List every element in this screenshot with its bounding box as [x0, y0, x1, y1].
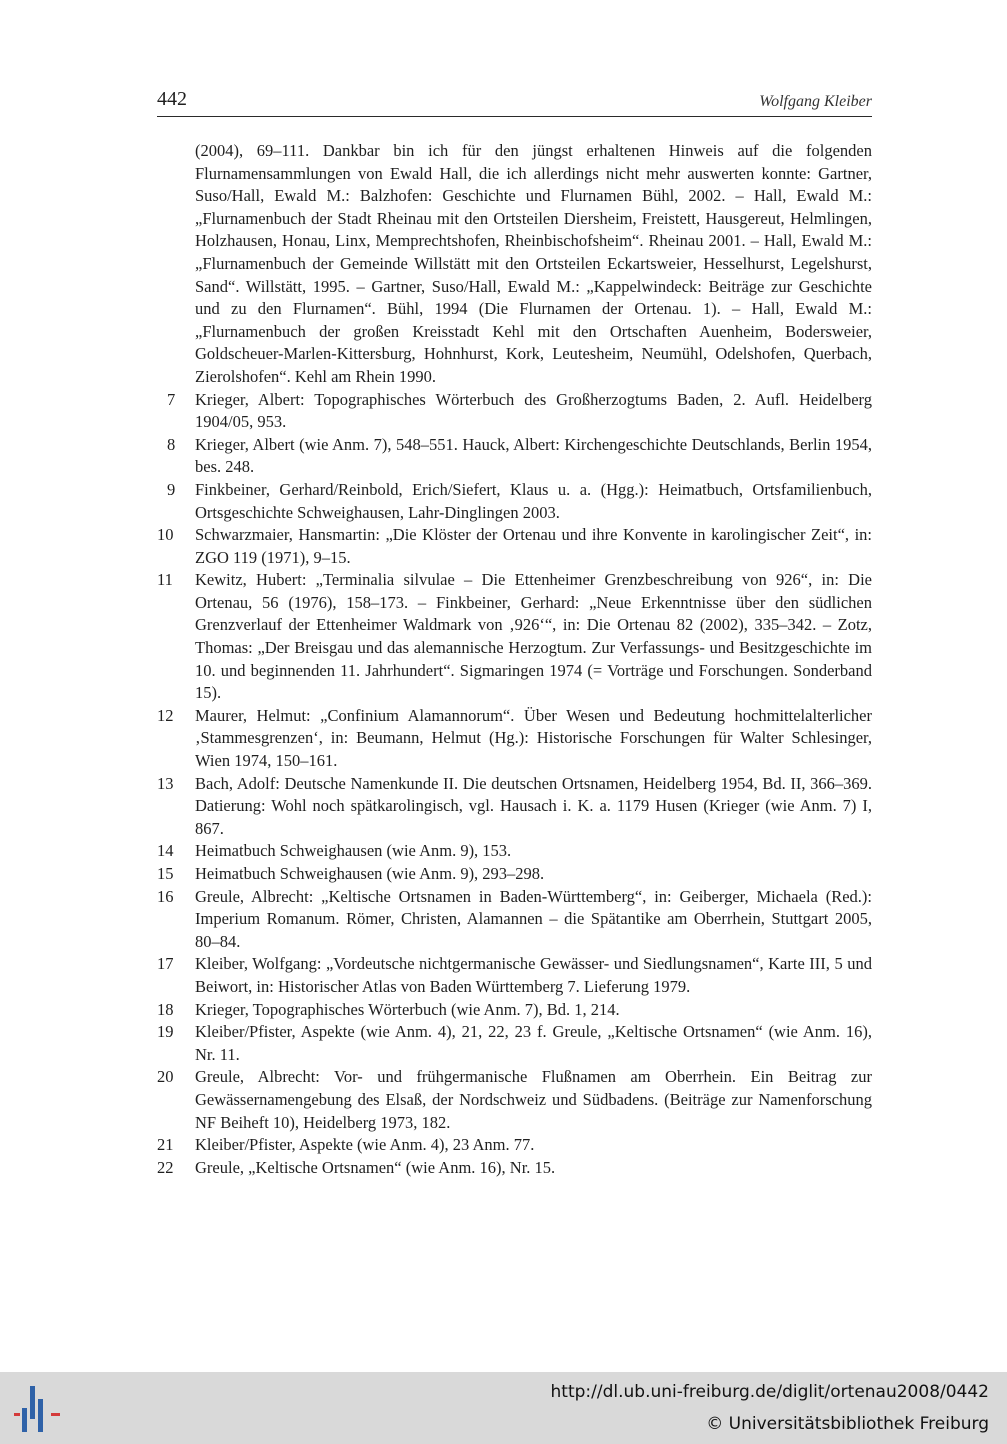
footnote-item [155, 840, 872, 863]
logo-bar-3 [22, 1408, 27, 1432]
footnote-item [155, 479, 872, 524]
footnote-number: 19 [157, 1022, 174, 1042]
footnote-item [155, 1134, 872, 1157]
copyright-text: © Universitätsbibliothek Freiburg [706, 1414, 989, 1434]
footnote-item [155, 434, 872, 479]
footnote-number: 22 [157, 1157, 174, 1177]
footnote-item [155, 1021, 872, 1066]
footnote-text: Finkbeiner, Gerhard/Reinbold, Erich/Siefert, Klaus u. a. (Hgg.): Heimatbuch, Ortsfamilienbuch, Ortsgeschichte Schweighausen, Lahr-Dinglingen 2003. [195, 479, 872, 522]
footnote-item [155, 953, 872, 998]
footnote-item [155, 1157, 872, 1180]
footnote-number: 16 [157, 886, 174, 906]
footnote-item [155, 1066, 872, 1134]
footnote-item [155, 569, 872, 705]
footnote-text: Kleiber/Pfister, Aspekte (wie Anm. 4), 23 Anm. 77. [195, 1135, 535, 1155]
footnote-item [155, 863, 872, 886]
footnote-text: Kewitz, Hubert: „Terminalia silvulae – Die Ettenheimer Grenzbeschreibung von 926“, in: Die Ortenau, 56 (1976), 158–173. – Finkbeiner, Gerhard: „Neue Erkenntnisse über den südlichen Grenzverlauf der Ettenheimer Waldmark von ‚926‘“, in: Die Ortenau 82 (2002), 335–342. – Zotz, Thomas: „Der Breisgau und das alemannische Herzogtum. Zur Verfassungs- und Besitzgeschichte im 10. und beginnenden 11. Jahrhundert“. Sigmaringen 1974 (= Vorträge und Forschungen. Sonderband 15). [195, 570, 872, 703]
footnote-text: Kleiber/Pfister, Aspekte (wie Anm. 4), 21, 22, 23 f. Greule, „Keltische Ortsnamen“ (wie Anm. 16), Nr. 11. [195, 1022, 872, 1064]
footnote-number: 12 [157, 705, 174, 725]
footnote-number: 11 [157, 570, 173, 590]
footnote-number: 7 [167, 389, 176, 409]
footnote-item [155, 705, 872, 773]
footnote-text: Greule, Albrecht: „Keltische Ortsnamen in Baden-Württemberg“, in: Geiberger, Michaela (Red.): Imperium Romanum. Römer, Christen, Alamannen – die Spätantike am Oberrhein, Stuttgart 2005, 80–84. [195, 886, 872, 951]
page-number: 442 [157, 88, 187, 110]
footnote-text: Heimatbuch Schweighausen (wie Anm. 9), 293–298. [195, 864, 545, 883]
logo-dash-left [14, 1413, 20, 1416]
footnote-item [155, 524, 872, 569]
footnote-number: 17 [157, 954, 174, 974]
footnote-text: Krieger, Albert (wie Anm. 7), 548–551. Hauck, Albert: Kirchengeschichte Deutschlands, Berlin 1954, bes. 248. [195, 434, 872, 477]
running-head: Wolfgang Kleiber [759, 93, 872, 110]
footnote-number: 8 [167, 434, 176, 454]
footnote-number: 14 [157, 841, 174, 861]
footnotes-body [155, 140, 872, 1179]
footnote-item [155, 389, 872, 434]
footnote-item [155, 773, 872, 841]
footnote-continuation: (2004), 69–111. Dankbar bin ich für den jüngst erhaltenen Hinweis auf die folgenden Flurnamensammlungen von Ewald Hall, die ich allerdings nicht mehr auswerten konnte: Gartner, Suso/Hall, Ewald M.: Balzhofen: Geschichte und Flurnamen Bühl, 2002. – Hall, Ewald M.: „Flurnamenbuch der Stadt Rheinau mit den Ortsteilen Diersheim, Freistett, Hausgereut, Helmlingen, Holzhausen, Honau, Linx, Memprechtshofen, Rheinbischofsheim“. Rheinau 2001. – Hall, Ewald M.: „Flurnamenbuch der Gemeinde Willstätt mit den Ortsteilen Eckartsweier, Hesselhurst, Legelshurst, Sand“. Willstätt, 1995. – Gartner, Suso/Hall, Ewald M.: „Kappelwindeck: Beiträge zur Geschichte und zu den Flurnamen“. Bühl, 1994 (Die Flurnamen der Ortenau. 1). – Hall, Ewald M.: „Flurnamenbuch der großen Kreisstadt Kehl mit den Ortschaften Auenheim, Bodersweier, Goldscheuer-Marlen-Kittersburg, Hohnhurst, Kork, Leutesheim, Neumühl, Odelshofen, Querbach, Zierolshofen“. Kehl am Rhein 1990. [195, 141, 872, 386]
footnote-number: 18 [157, 999, 174, 1019]
logo-bar-1 [30, 1386, 35, 1419]
page-header [157, 88, 872, 117]
footnote-text: Maurer, Helmut: „Confinium Alamannorum“. Über Wesen und Bedeutung hochmittelalterlicher ‚Stammesgrenzen‘, in: Beumann, Helmut (Hg.): Historische Forschungen für Walter Schlesinger, Wien 1974, 150–161. [195, 705, 872, 771]
footnote-text: Heimatbuch Schweighausen (wie Anm. 9), 153. [195, 841, 512, 861]
footnote-number: 21 [157, 1135, 174, 1155]
footnote-text: Krieger, Albert: Topographisches Wörterbuch des Großherzogtums Baden, 2. Aufl. Heidelberg 1904/05, 953. [195, 389, 872, 432]
footnote-text: Kleiber, Wolfgang: „Vordeutsche nichtgermanische Gewässer- und Siedlungsnamen“, Karte III, 5 und Beiwort, in: Historischer Atlas von Baden Württemberg 7. Lieferung 1979. [195, 954, 872, 996]
footnote-text: Bach, Adolf: Deutsche Namenkunde II. Die deutschen Ortsnamen, Heidelberg 1954, Bd. II, 366–369. Datierung: Wohl noch spätkarolingisch, vgl. Hausach i. K. a. 1179 Husen (Krieger (wie Anm. 7) I, 867. [195, 773, 872, 838]
footnote-text: Schwarzmaier, Hansmartin: „Die Klöster der Ortenau und ihre Konvente in karolingischer Zeit“, in: ZGO 119 (1971), 9–15. [195, 525, 872, 567]
footnote-text: Greule, „Keltische Ortsnamen“ (wie Anm. 16), Nr. 15. [195, 1157, 556, 1177]
logo-dash-right [51, 1413, 60, 1416]
footnote-number: 10 [157, 525, 174, 545]
source-url-link[interactable]: http://dl.ub.uni-freiburg.de/diglit/ortenau2008/0442 [550, 1382, 989, 1402]
footnote-number: 13 [157, 773, 174, 793]
footnote-number: 9 [167, 479, 176, 499]
footnote-number: 20 [157, 1067, 174, 1087]
logo-bar-2 [38, 1399, 43, 1432]
library-footer [0, 1372, 1007, 1444]
footnote-text: Krieger, Topographisches Wörterbuch (wie Anm. 7), Bd. 1, 214. [195, 999, 620, 1019]
footnote-number: 15 [157, 864, 174, 883]
footnote-text: Greule, Albrecht: Vor- und frühgermanische Flußnamen am Oberrhein. Ein Beitrag zur Gewässernamengebung des Elsaß, der Nordschweiz und Südbadens. (Beiträge zur Namenforschung NF Beiheft 10), Heidelberg 1973, 182. [195, 1067, 872, 1132]
ub-freiburg-logo-icon [14, 1384, 62, 1434]
footnote-item [155, 886, 872, 954]
footnote-item [155, 999, 872, 1022]
footnote-list [155, 389, 872, 1180]
